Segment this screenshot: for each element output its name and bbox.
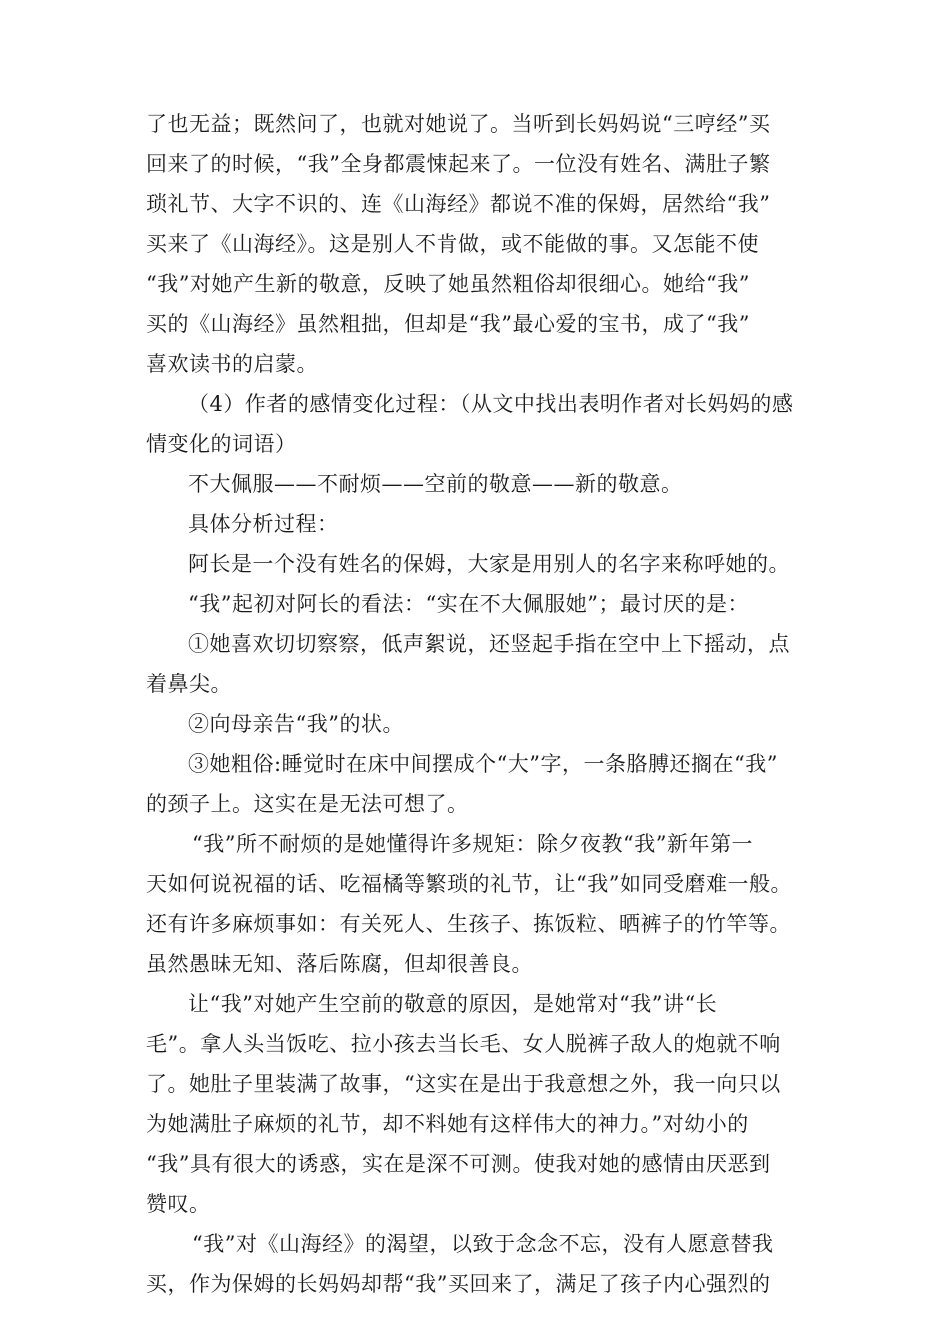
text-line: 着鼻尖。 [146,672,232,696]
text-line: “我”对《山海经》的渴望，以致于念念不忘，没有人愿意替我 [192,1232,774,1256]
text-line: 毛”。拿人头当饭吃、拉小孩去当长毛、女人脱裤子敌人的炮就不响 [146,1032,781,1056]
text-line: 买来了《山海经》。这是别人不肯做，或不能做的事。又怎能不使 [146,232,759,256]
text-line: 买，作为保姆的长妈妈却帮“我”买回来了，满足了孩子内心强烈的 [146,1272,771,1296]
text-line: “我”具有很大的诱惑，实在是深不可测。使我对她的感情由厌恶到 [146,1152,771,1176]
section-heading-line: （4）作者的感情变化过程：（从文中找出表明作者对长妈妈的感 [188,392,794,416]
text-line: “我”起初对阿长的看法：“实在不大佩服她”；最讨厌的是： [188,592,749,616]
text-line: 情变化的词语） [146,432,297,456]
text-line: 阿长是一个没有姓名的保姆，大家是用别人的名字来称呼她的。 [188,552,790,576]
text-line: 虽然愚昧无知、落后陈腐，但却很善良。 [146,952,533,976]
text-line: “我”所不耐烦的是她懂得许多规矩：除夕夜教“我”新年第一 [192,832,753,856]
list-item-3: ③她粗俗:睡觉时在床中间摆成个“大”字，一条胳膊还搁在“我” [188,752,779,776]
text-line: 还有许多麻烦事如：有关死人、生孩子、拣饭粒、晒裤子的竹竿等。 [146,912,791,936]
emotion-sequence: 不大佩服——不耐烦——空前的敬意——新的敬意。 [188,472,683,496]
text-line: 赞叹。 [146,1192,211,1216]
text-line: 的颈子上。这实在是无法可想了。 [146,792,469,816]
text-line: 回来了的时候，“我”全身都震悚起来了。一位没有姓名、满肚子繁 [146,152,771,176]
subheading: 具体分析过程： [188,512,339,536]
text-line: 天如何说祝福的话、吃福橘等繁琐的礼节，让“我”如同受磨难一般。 [146,872,792,896]
text-line: 喜欢读书的启蒙。 [146,352,318,376]
text-line: 琐礼节、大字不识的、连《山海经》都说不准的保姆，居然给“我” [146,192,771,216]
list-item-2: ②向母亲告“我”的状。 [188,712,404,736]
text-line: 买的《山海经》虽然粗拙，但却是“我”最心爱的宝书，成了“我” [146,312,750,336]
text-line: 为她满肚子麻烦的礼节，却不料她有这样伟大的神力。”对幼小的 [146,1112,749,1136]
text-line: 了也无益；既然问了，也就对她说了。当听到长妈妈说“三哼经”买 [146,112,771,136]
text-line: “我”对她产生新的敬意，反映了她虽然粗俗却很细心。她给“我” [146,272,750,296]
list-item-1: ①她喜欢切切察察，低声絮说，还竖起手指在空中上下摇动，点 [188,632,790,656]
text-line: 让“我”对她产生空前的敬意的原因，是她常对“我”讲“长 [188,992,718,1016]
text-line: 了。她肚子里装满了故事，“这实在是出于我意想之外，我一向只以 [146,1072,781,1096]
